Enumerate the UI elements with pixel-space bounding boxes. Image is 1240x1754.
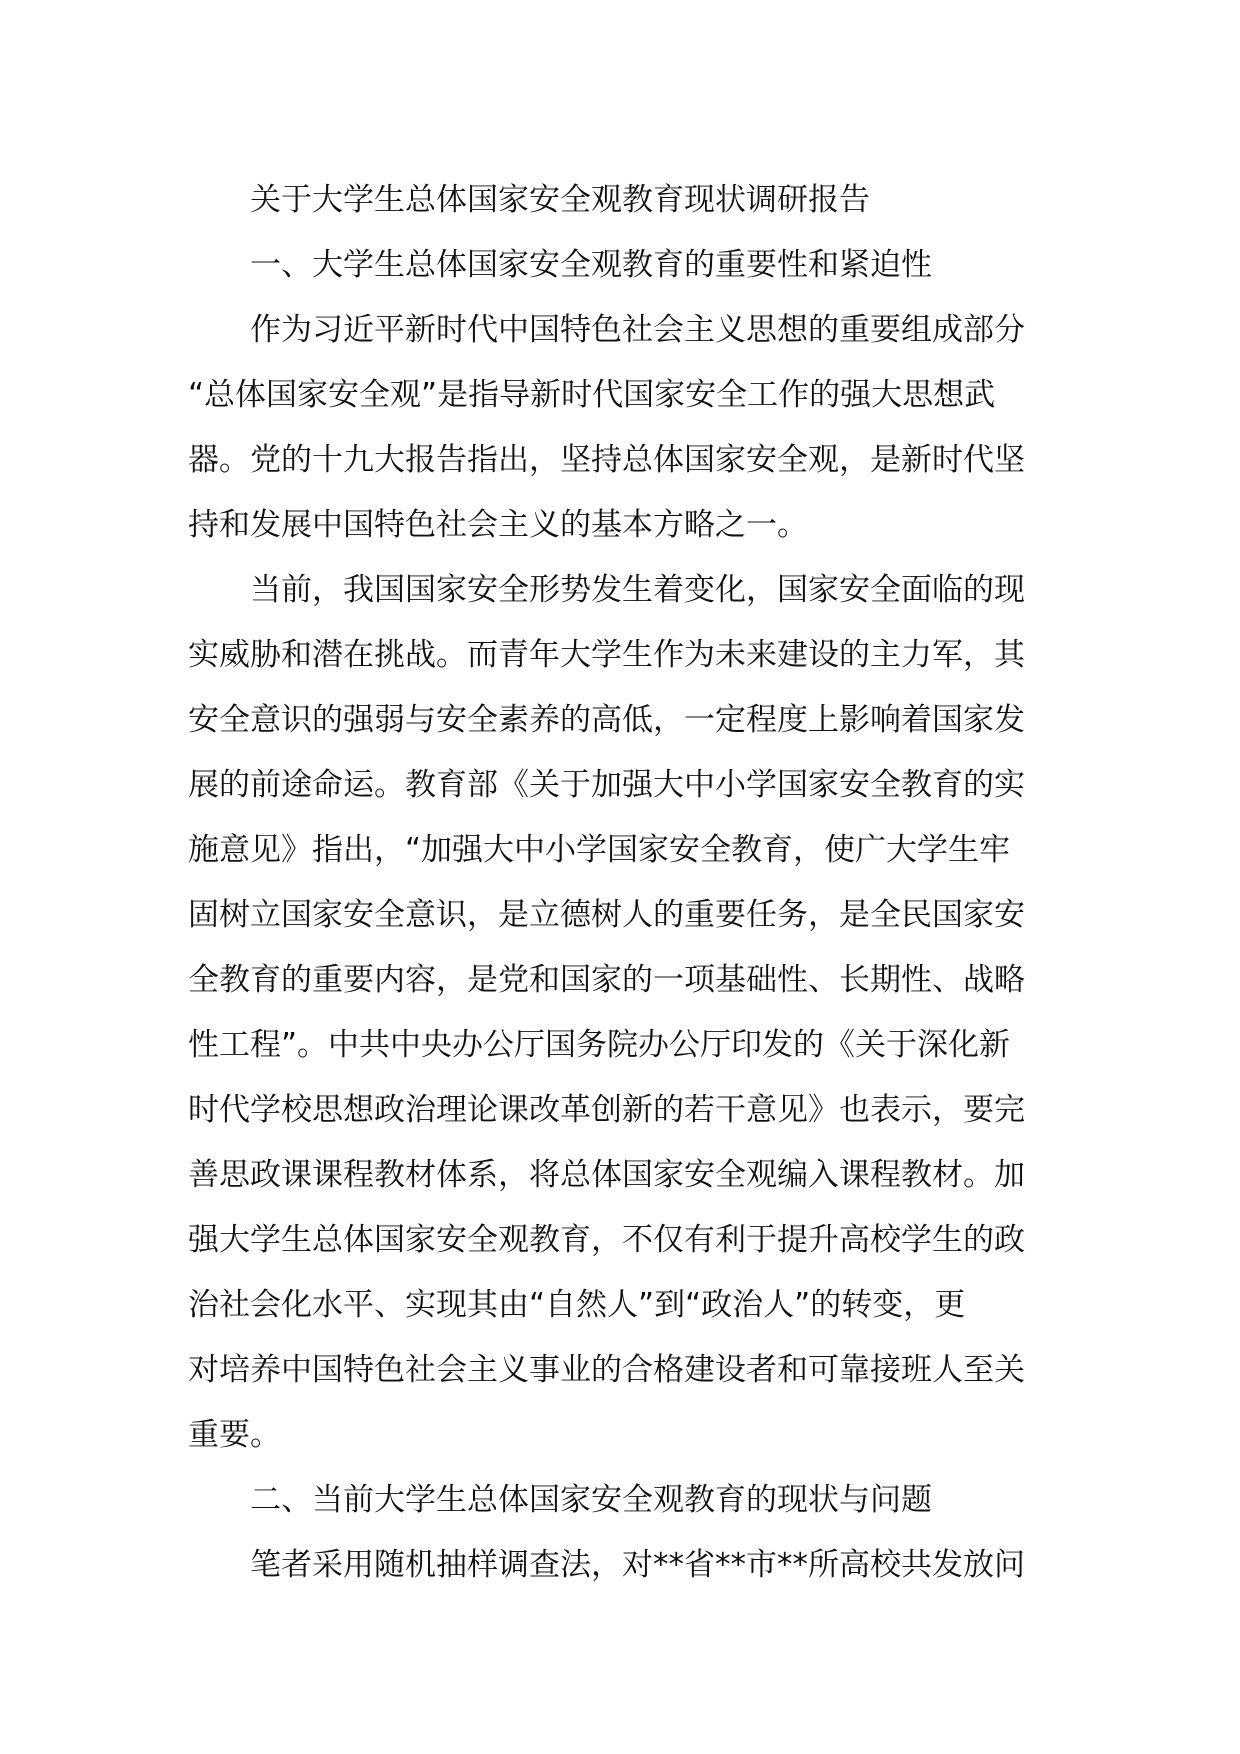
paragraph-line: 善思政课课程教材体系，将总体国家安全观编入课程教材。加 <box>188 1157 1025 1193</box>
section-heading-2: 二、当前大学生总体国家安全观教育的现状与问题 <box>250 1482 932 1518</box>
paragraph-line: 笔者采用随机抽样调查法，对**省**市**所高校共发放问 <box>250 1547 1025 1583</box>
paragraph-line: 重要。 <box>188 1417 281 1453</box>
paragraph-3 <box>188 1533 1058 1598</box>
document-page <box>188 168 1058 1598</box>
paragraph-line: 全教育的重要内容，是党和国家的一项基础性、长期性、战略 <box>188 962 1025 998</box>
section-heading-1: 一、大学生总体国家安全观教育的重要性和紧迫性 <box>250 247 932 283</box>
paragraph-line: 实威胁和潜在挑战。而青年大学生作为未来建设的主力军，其 <box>188 637 1025 673</box>
paragraph-line: 强大学生总体国家安全观教育，不仅有利于提升高校学生的政 <box>188 1222 1025 1258</box>
paragraph-line: 当前，我国国家安全形势发生着变化，国家安全面临的现 <box>250 572 1025 608</box>
paragraph-line: 施意见》指出，“加强大中小学国家安全教育，使广大学生牢 <box>188 832 1011 868</box>
paragraph-line: 性工程”。中共中央办公厅国务院办公厅印发的《关于深化新 <box>188 1027 1011 1063</box>
paragraph-2 <box>188 558 1058 1468</box>
paragraph-line: 安全意识的强弱与安全素养的高低，一定程度上影响着国家发 <box>188 702 1025 738</box>
paragraph-line: 作为习近平新时代中国特色社会主义思想的重要组成部分 <box>250 312 1025 348</box>
document-title: 关于大学生总体国家安全观教育现状调研报告 <box>250 182 870 218</box>
paragraph-line: 治社会化水平、实现其由“自然人”到“政治人”的转变，更 <box>188 1287 966 1323</box>
paragraph-line: 器。党的十九大报告指出，坚持总体国家安全观，是新时代坚 <box>188 442 1025 478</box>
paragraph-line: 持和发展中国特色社会主义的基本方略之一。 <box>188 507 808 543</box>
paragraph-line: “总体国家安全观”是指导新时代国家安全工作的强大思想武 <box>188 377 996 413</box>
paragraph-line: 对培养中国特色社会主义事业的合格建设者和可靠接班人至关 <box>188 1352 1025 1388</box>
paragraph-line: 时代学校思想政治理论课改革创新的若干意见》也表示，要完 <box>188 1092 1025 1128</box>
paragraph-line: 展的前途命运。教育部《关于加强大中小学国家安全教育的实 <box>188 767 1025 803</box>
paragraph-line: 固树立国家安全意识，是立德树人的重要任务，是全民国家安 <box>188 897 1025 933</box>
paragraph-1 <box>188 298 1058 558</box>
